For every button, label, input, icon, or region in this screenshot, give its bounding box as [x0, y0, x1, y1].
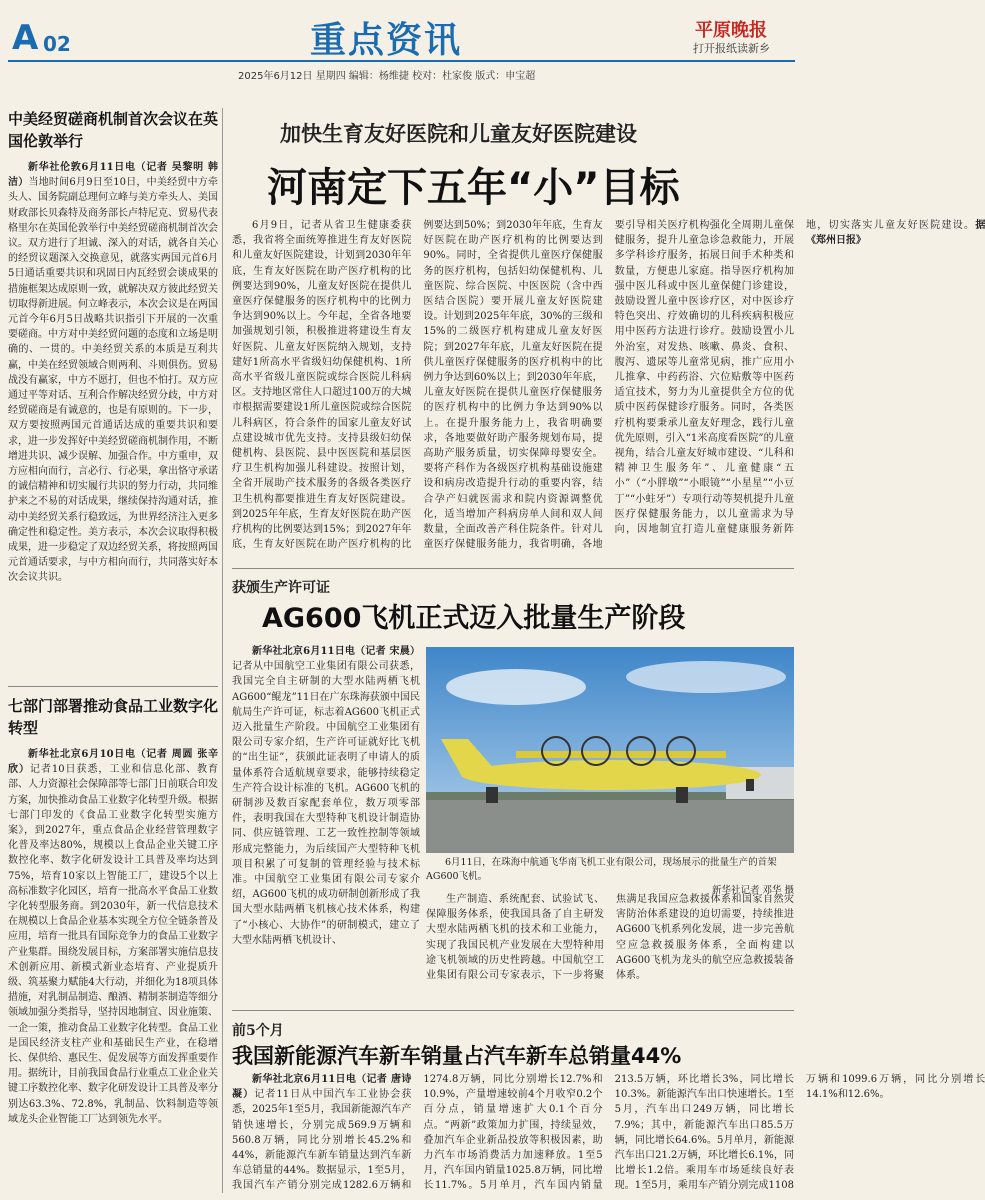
issue-meta: 2025年6月12日 星期四 编辑：杨维捷 校对：杜家俊 版式：申宝超 — [238, 71, 536, 82]
article2-body-continued — [426, 892, 794, 1004]
section-divider — [232, 1010, 794, 1011]
article2-text: 记者从中国航空工业集团有限公司获悉，我国完全自主研制的大型水陆两栖飞机AG600“鲲龙”11日在广东珠海获颁中国民航局生产许可证，标志着AG600飞机正式迈入批量生产阶段。中国航空工业集团有限公司专家介绍，生产许可证就好比飞机的“出生证”，获颁此证表明了申请人的质量体系符合适航规章要求，能够持续稳定生产符合设计标准的飞机。AG600飞机的研制涉及数百家配套单位，数万项零部件，表明我国在大型特种飞机设计制造协同、供应链管理、工艺一致性控制等领域形成完整能力，为后续国产大型特种飞机项目积累了可复制的管理经验与技术标准。中国航空工业集团有限公司专家介绍，AG600飞机的成功研制创新形成了我国大型水陆两栖飞机核心技术体系，构建了“小核心、大协作”的研制模式，建立了大型水陆两栖飞机设计、 — [232, 661, 420, 946]
article1-text: 6月9日，记者从省卫生健康委获悉，我省将全面统筹推进生育友好医院和儿童友好医院建设，计划到2030年年底，生育友好医院在助产医疗机构的比例要达到90%，儿童友好医院在提供儿童医疗保健服务的医疗机构中的比例力争达到90%以上。今年起，全省各地要加强规划引领，积极推进将建设生育友好医院、儿童友好医院纳入规划，支持建好1所高水平省级妇幼保健机构、1所高水平省级儿童医院或综合医院儿科病区。支持地区常住人口超过100万的大城市根据需要建设1所儿童医院或综合医院儿科病区，符合条件的国家儿童友好试点建设城市优先支持。支持县级妇幼保健机构、县医院、县中医医院和基层医疗卫生机构加强儿科建设。按照计划，全省开展助产技术服务的各级各类医疗卫生机构都要推进生育友好医院建设。到2025年年底，生育友好医院在助产医疗机构的比例要达到15%；到2027年年底，生育友好医院在助产医疗机构的比例要达到50%；到2030年年底，生育友好医院在助产医疗机构的比例要达到90%。同时，全省提供儿童医疗保健服务的医疗机构，包括妇幼保健机构、儿童医院、综合医院、中医医院（含中西医结合医院）要开展儿童友好医院建设。计划到2025年年底，30%的三级和15%的二级医疗机构建成儿童友好医院；到2027年年底，儿童友好医院在提供儿童医疗保健服务的医疗机构中的比例力争达到60%以上；到2030年年底，儿童友好医院在提供儿童医疗保健服务的医疗机构中的比例力争达到90%以上。在提升服务能力上，我省明确要求，各地要做好助产服务规划布局，提高助产服务质量，切实保障母婴安全。要将产科作为各级医疗机构基础设施建设和病房改造提升行动的重要内容，结合孕产妇就医需求和院内资源调整优化，适当增加产科病房单人间和双人间数量，全面改善产科住院条件。针对儿童医疗保健服务能力，我省明确，各地要引导相关医疗机构强化全周期儿童保健服务，提升儿童急诊急救能力，开展多学科诊疗服务，拓展日间手术种类和数量，方便患儿家庭。指导医疗机构加强中医儿科或中医儿童保健门诊建设，鼓励设置儿童中医诊疗区，对中医诊疗特色突出、疗效确切的儿科疾病积极应用中医药方法进行诊疗。鼓励设置小儿外治室，对发热、咳嗽、鼻炎、食积、腹泻、遗尿等儿童常见病，推广应用小儿推拿、中药药浴、穴位贴敷等中医药适宜技术，努力为儿童提供全方位的优质中医药保健诊疗服务。同时，各类医疗机构要秉承儿童友好理念，践行儿童优先原则，引入“1米高度看医院”的儿童视角，结合儿童友好城市建设、“儿科和精神卫生服务年”、儿童健康“五小”（“小胖墩”“小眼镜”“小星星”“小豆丁”“小蛀牙”）专项行动等契机提升儿童医疗保健服务能力，以儿童需求为导向，因地制宜打造儿童健康服务新阵地，切实落实儿童友好医院建设。 — [232, 220, 976, 551]
story-lead: 新华社伦敦6月11日电（记者 吴黎明 韩洁） — [8, 162, 218, 189]
section-title: 重点资讯 — [310, 20, 463, 61]
article3-title: 我国新能源汽车新车销量占汽车新车总销量44% — [232, 1044, 682, 1068]
photo-credit: 新华社记者 邓华 摄 — [711, 885, 794, 896]
page-letter: A — [12, 18, 39, 58]
article1-body — [232, 218, 985, 562]
story-lead: 新华社北京6月10日电（记者 周圆 张辛欣） — [8, 749, 218, 776]
article2-title: AG600飞机正式迈入批量生产阶段 — [262, 603, 686, 634]
article3-body — [232, 1072, 985, 1194]
left-story-1 — [8, 108, 218, 678]
story-text: 记者10日获悉，工业和信息化部、教育部、人力资源社会保障部等七部门日前联合印发方案，加快推动食品工业数字化转型升级。根据七部门印发的《食品工业数字化转型实施方案》，到2027年，重点食品企业经营管理数字化普及率达80%，规模以上食品企业关键工序数控化率、数字化研发设计工具普及率均达到75%，培育10家以上智能工厂，建设5个以上高标准数字化园区，培育一批高水平食品工业数字化转型服务商。到2030年，新一代信息技术在规模以上食品企业基本实现全方位全链条普及应用，培育一批具有国际竞争力的食品工业数字产业集群。围绕发展目标，方案部署实施信息技术创新应用、新模式新业态培育、产业提质升级、筑基聚力赋能4大行动，并细化为18项具体措施，对乳制品制造、酿酒、精制茶制造等细分领域加强分类指导，坚持因地制宜、因业施策、一企一策，推动食品工业数字化转型。食品工业是国民经济支柱产业和基础民生产业，在稳增长、保供给、惠民生、促发展等方面发挥重要作用。据统计，目前我国食品行业重点工业企业关键工序数控化率、数字化研发设计工具普及率分别达63.3%、72.8%，乳制品、饮料制造等领域龙头企业智能工厂达到领先水平。 — [8, 764, 218, 1125]
section-divider — [232, 568, 794, 569]
article2-body — [232, 644, 420, 1004]
caption-text: 6月11日，在珠海中航通飞华南飞机工业有限公司，现场展示的批量生产的首架AG600飞机。 — [426, 857, 777, 882]
article2-kicker: 获颁生产许可证 — [232, 580, 330, 596]
left-column — [8, 108, 218, 1185]
article2-text-continued: 生产制造、系统配套、试验试飞、保障服务体系，使我国具备了自主研发大型水陆两栖飞机的技术和工业能力，实现了我国民机产业发展在大型特种用途飞机领域的历史性跨越。中国航空工业集团有限公司专家表示，下一步将聚焦满足我国应急救援体系和国家自然灾害防治体系建设的迫切需要，持续推进AG600飞机系列化发展，进一步完善航空应急救援服务体系，全面构建以AG600飞机为龙头的航空应急救援装备体系。 — [426, 894, 794, 982]
header-rule — [8, 60, 795, 62]
newspaper-logo: 平原晚报 — [695, 20, 767, 41]
story-headline: 中美经贸磋商机制首次会议在英国伦敦举行 — [8, 110, 219, 150]
story-body — [8, 747, 218, 1127]
story-text: 当地时间6月9日至10日，中美经贸中方牵头人、国务院副总理何立峰与美方牵头人、美国财政部长贝森特及商务部长卢特尼克、贸易代表格里尔在英国伦敦举行中美经贸磋商机制首次会议。双方进行了坦诚、深入的对话，就各自关心的经贸议题深入交换意见，就落实两国元首6月5日通话重要共识和巩固日内瓦经贸会谈成果的措施框架达成原则一致，就解决双方彼此经贸关切取得新进展。何立峰表示，本次会议是在两国元首今年6月5日战略共识指引下开展的一次重要磋商。中方对中美经贸问题的态度和立场是明确的、一贯的。中美经贸关系的本质是互利共赢，中美在经贸领域合则两利、斗则俱伤。贸易战没有赢家，中方不愿打，但也不怕打。双方应通过平等对话、互利合作解决经贸分歧，中方对经贸磋商是有诚意的，也是有原则的。下一步，双方要按照两国元首通话达成的重要共识和要求，进一步发挥好中美经贸磋商机制作用，不断增进共识、减少误解、加强合作。中方重申，双方应相向而行，言必行、行必果，拿出恪守承诺的诚信精神和切实履行共识的努力行动，共同维护来之不易的对话成果，继续保持沟通对话，推动中美经贸关系行稳致远，为世界经济注入更多确定性和稳定性。美方表示，本次会议取得积极成果，进一步稳定了双边经贸关系，将按照两国元首通话要求，与中方相向而行，共同落实好本次会议共识。 — [8, 177, 219, 584]
story-body — [8, 160, 218, 586]
page-header — [0, 0, 803, 86]
aircraft-photo — [426, 647, 794, 853]
story-headline: 七部门部署推动食品工业数字化转型 — [8, 697, 219, 737]
article3-text: 记者11日从中国汽车工业协会获悉，2025年1至5月，我国新能源汽车产销快速增长，分别完成569.9万辆和560.8万辆，同比分别增长45.2%和44%，新能源汽车新车销量达到汽车新车总销量的44%。数据显示，1至5月，我国汽车产销分别完成1282.6万辆和1274.8万辆，同比分别增长12.7%和10.9%，产量增速较前4个月收窄0.2个百分点，销量增速扩大0.1个百分点。“两新”政策加力扩围，持续显效，叠加汽车企业新品投放等积极因素，助力汽车市场消费活力加速释放。1至5月，汽车国内销量1025.8万辆，同比增长11.7%。5月单月，汽车国内销量213.5万辆，环比增长3%，同比增长10.3%。新能源汽车出口快速增长。1至5月，汽车出口249万辆，同比增长7.9%；其中，新能源汽车出口85.5万辆，同比增长64.6%。5月单月，新能源汽车出口21.2万辆，环比增长6.1%，同比增长1.2倍。乘用车市场延续良好表现。1至5月，乘用车产销分别完成1108万辆和1099.6万辆，同比分别增长14.1%和12.6%。 — [232, 1074, 985, 1192]
article1-title: 河南定下五年“小”目标 — [267, 165, 680, 211]
column-divider — [222, 108, 223, 1193]
slogan: 打开报纸读新乡 — [693, 42, 770, 55]
article2-lead: 新华社北京6月11日电（记者 宋晨） — [252, 646, 420, 657]
page-number: 02 — [43, 32, 71, 56]
article3-kicker: 前5个月 — [232, 1023, 284, 1039]
article3-lead: 新华社北京6月11日电（记者 唐诗凝） — [232, 1074, 412, 1101]
article1-kicker: 加快生育友好医院和儿童友好医院建设 — [280, 121, 637, 146]
story-divider — [8, 686, 218, 687]
article1-source: 据《郑州日报》 — [805, 220, 985, 247]
left-story-2 — [8, 695, 218, 1185]
ag600-aircraft-image — [426, 647, 794, 853]
